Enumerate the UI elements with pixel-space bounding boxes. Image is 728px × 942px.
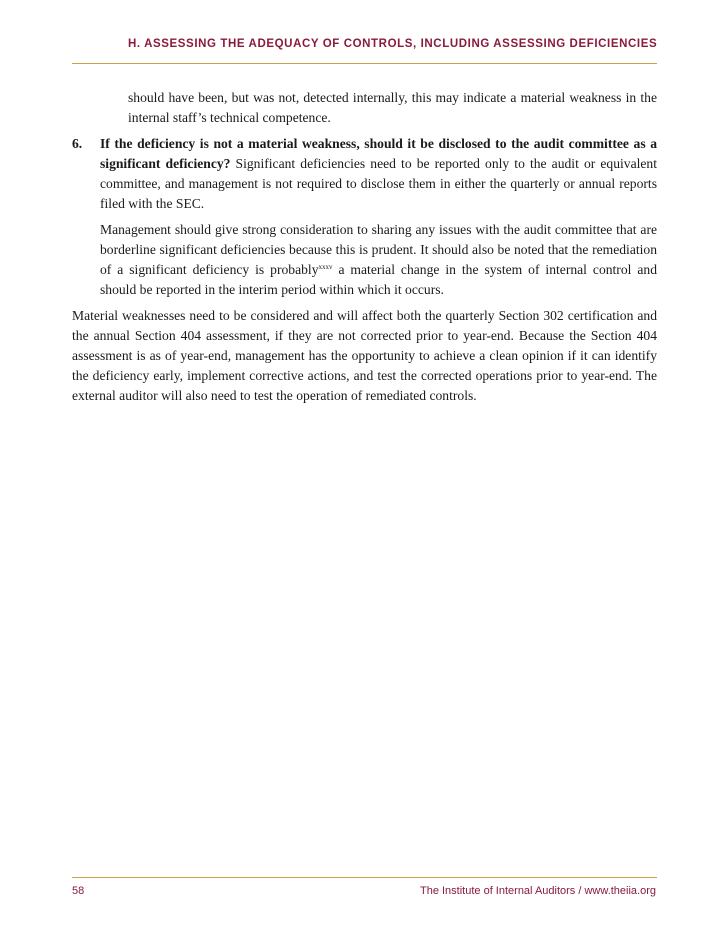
- continuation-paragraph: should have been, but was not, detected internally, this may indicate a material weakness in the internal staff’s technical competence.: [128, 90, 657, 125]
- item-6-answer: Significant deficiencies need to be reported only to the audit or equivalent committee, and management is not required to disclose them in either the quarterly or annual reports filed with the SEC.: [100, 156, 657, 211]
- closing-paragraph: Material weaknesses need to be considered and will affect both the quarterly Section 302 certification and the annual Section 404 assessment, if they are not corrected prior to year-end. Because the Section 404 assessment is as of year-end, management has the opportunity to achieve a clean opinion if it can identify the deficiency early, implement corrective actions, and test the corrected operations prior to year-end. The external auditor will also need to test the operation of remediated controls.: [72, 308, 657, 403]
- footer-source: The Institute of Internal Auditors / www.theiia.org: [419, 885, 656, 897]
- list-item-number: 6.: [72, 136, 83, 151]
- list-item-6: [72, 134, 657, 300]
- item-6-question: If the deficiency is not a material weakness, should it be disclosed to the audit committee as a significant deficiency?: [100, 136, 657, 171]
- running-header: H. ASSESSING THE ADEQUACY OF CONTROLS, INCLUDING ASSESSING DEFICIENCIES: [128, 38, 658, 50]
- page-number: 58: [72, 885, 85, 897]
- page-body: [72, 88, 657, 406]
- endnote-reference: xxxv: [318, 263, 333, 271]
- item-6-p2-text-a: Management should give strong consideration to sharing any issues with the audit committee that are borderline significant deficiencies because this is prudent. It should also be noted that the remediation of a significant deficiency is probably: [100, 222, 657, 277]
- item-6-paragraph-1: [100, 134, 657, 214]
- item-6-paragraph-2: [100, 220, 657, 300]
- footer-divider: [72, 877, 657, 878]
- item-6-p2-text-b: a material change in the system of internal control and should be reported in the interim period within which it occurs.: [100, 262, 657, 297]
- header-divider: [72, 63, 657, 64]
